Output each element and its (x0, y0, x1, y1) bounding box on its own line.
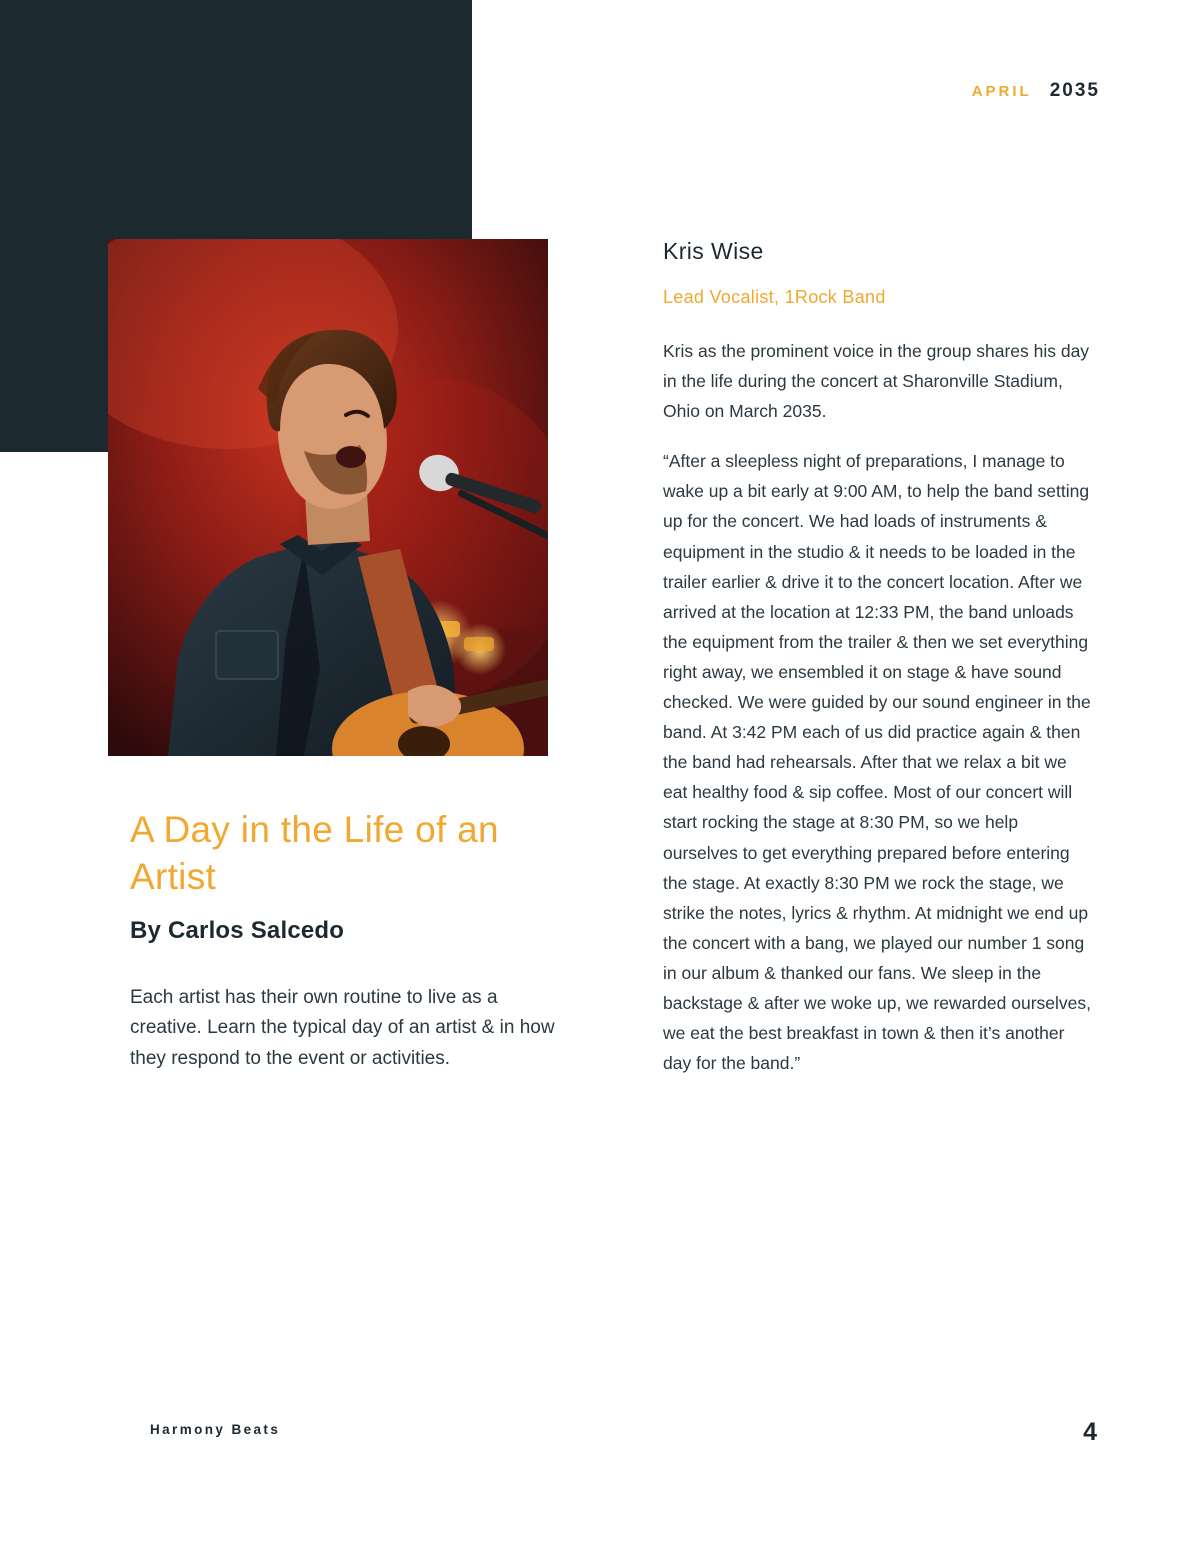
right-column (663, 238, 1091, 1078)
footer-brand: Harmony Beats (150, 1422, 281, 1437)
issue-month: APRIL (971, 83, 1032, 100)
interviewee-name: Kris Wise (663, 238, 764, 264)
interviewee-role: Lead Vocalist, 1Rock Band (663, 287, 886, 307)
article-byline: By Carlos Salcedo (130, 916, 345, 944)
article-lede: Each artist has their own routine to live as a creative. Learn the typical day of an artist & in how they respond to the event or activities. (130, 986, 555, 1070)
issue-year: 2035 (1049, 80, 1100, 101)
concert-singer-photo (108, 239, 548, 756)
quote-paragraph: “After a sleepless night of preparations, I manage to wake up a bit early at 9:00 AM, to help the band setting up for the concert. We had loads of instruments & equipment in the studio & it needs to be loaded in the trailer earlier & drive it to the concert location. After we arrived at the location at 12:33 PM, the band unloads the equipment from the trailer & then we set everything right away, we ensembled it on stage & have sound checked. We were guided by our sound engineer in the band. At 3:42 PM each of us did practice again & then the band had rehearsals. After that we relax a bit we eat healthy food & sip coffee. Most of our concert will start rocking the stage at 8:30 PM, so we help ourselves to get everything prepared before entering the stage. At exactly 8:30 PM we rock the stage, we strike the notes, lyrics & rhythm. At midnight we end up the concert with a bang, we played our number 1 song in our album & thanked our fans. We sleep in the backstage & after we woke up, we rewarded ourselves, we eat the best breakfast in town & then it’s another day for the band.” (663, 451, 1091, 1074)
article-title: A Day in the Life of an Artist (130, 809, 499, 898)
left-column (130, 806, 560, 1075)
page-number: 4 (1083, 1418, 1097, 1446)
issue-date-header (972, 80, 1100, 102)
intro-paragraph: Kris as the prominent voice in the group shares his day in the life during the concert at Sharonville Stadium, Ohio on March 2035. (663, 341, 1090, 422)
